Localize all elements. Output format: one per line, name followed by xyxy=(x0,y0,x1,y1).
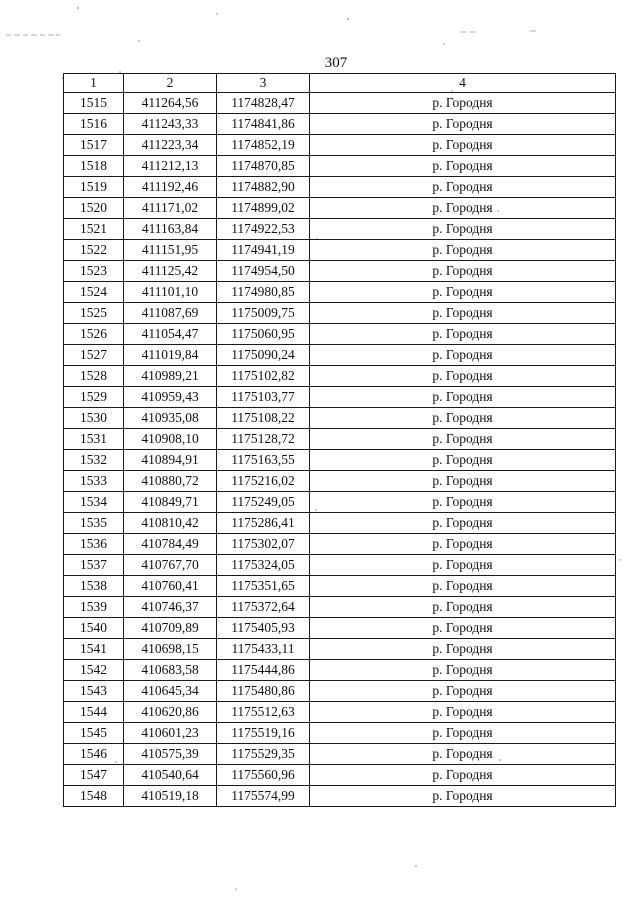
coordinate-x-cell: 411125,42 xyxy=(124,261,217,282)
coordinate-x-cell: 410746,37 xyxy=(124,597,217,618)
point-number-cell: 1529 xyxy=(64,387,124,408)
point-number-cell: 1527 xyxy=(64,345,124,366)
description-cell: р. Городня xyxy=(310,618,616,639)
table-row xyxy=(64,387,616,408)
description-cell: р. Городня xyxy=(310,114,616,135)
coordinate-y-cell: 1175405,93 xyxy=(217,618,310,639)
coordinate-y-cell: 1175102,82 xyxy=(217,366,310,387)
coordinate-y-cell: 1175163,55 xyxy=(217,450,310,471)
coordinates-table xyxy=(63,73,616,807)
table-row xyxy=(64,576,616,597)
description-cell: р. Городня xyxy=(310,324,616,345)
coordinate-y-cell: 1175216,02 xyxy=(217,471,310,492)
point-number-cell: 1525 xyxy=(64,303,124,324)
point-number-cell: 1526 xyxy=(64,324,124,345)
table-row xyxy=(64,534,616,555)
point-number-cell: 1524 xyxy=(64,282,124,303)
coordinate-y-cell: 1175009,75 xyxy=(217,303,310,324)
table-row xyxy=(64,219,616,240)
description-cell: р. Городня xyxy=(310,345,616,366)
point-number-cell: 1543 xyxy=(64,681,124,702)
coordinate-y-cell: 1175090,24 xyxy=(217,345,310,366)
description-cell: р. Городня xyxy=(310,366,616,387)
coordinate-x-cell: 410519,18 xyxy=(124,786,217,807)
description-cell: р. Городня xyxy=(310,513,616,534)
coordinate-x-cell: 410709,89 xyxy=(124,618,217,639)
point-number-cell: 1541 xyxy=(64,639,124,660)
page-number: 307 xyxy=(324,55,348,71)
description-cell: р. Городня xyxy=(310,156,616,177)
table-row xyxy=(64,702,616,723)
coordinate-y-cell: 1175108,22 xyxy=(217,408,310,429)
table-row xyxy=(64,366,616,387)
column-header: 3 xyxy=(217,74,310,93)
point-number-cell: 1520 xyxy=(64,198,124,219)
table-row xyxy=(64,93,616,114)
coordinate-x-cell: 410935,08 xyxy=(124,408,217,429)
table-row xyxy=(64,408,616,429)
column-header: 2 xyxy=(124,74,217,93)
table-row xyxy=(64,324,616,345)
coordinate-x-cell: 411212,13 xyxy=(124,156,217,177)
coordinate-y-cell: 1175444,86 xyxy=(217,660,310,681)
description-cell: р. Городня xyxy=(310,387,616,408)
coordinate-y-cell: 1174852,19 xyxy=(217,135,310,156)
description-cell: р. Городня xyxy=(310,639,616,660)
point-number-cell: 1530 xyxy=(64,408,124,429)
description-cell: р. Городня xyxy=(310,555,616,576)
description-cell: р. Городня xyxy=(310,597,616,618)
point-number-cell: 1532 xyxy=(64,450,124,471)
coordinate-x-cell: 410698,15 xyxy=(124,639,217,660)
table-row xyxy=(64,639,616,660)
coordinate-y-cell: 1174922,53 xyxy=(217,219,310,240)
table-row xyxy=(64,492,616,513)
table-row xyxy=(64,555,616,576)
coordinate-y-cell: 1175560,96 xyxy=(217,765,310,786)
point-number-cell: 1518 xyxy=(64,156,124,177)
description-cell: р. Городня xyxy=(310,744,616,765)
point-number-cell: 1515 xyxy=(64,93,124,114)
description-cell: р. Городня xyxy=(310,93,616,114)
coordinate-y-cell: 1174870,85 xyxy=(217,156,310,177)
table-row xyxy=(64,765,616,786)
coordinate-x-cell: 410575,39 xyxy=(124,744,217,765)
column-header: 1 xyxy=(64,74,124,93)
coordinate-x-cell: 410908,10 xyxy=(124,429,217,450)
coordinate-x-cell: 410760,41 xyxy=(124,576,217,597)
description-cell: р. Городня xyxy=(310,261,616,282)
point-number-cell: 1540 xyxy=(64,618,124,639)
table-row xyxy=(64,618,616,639)
description-cell: р. Городня xyxy=(310,303,616,324)
description-cell: р. Городня xyxy=(310,450,616,471)
coordinate-x-cell: 411264,56 xyxy=(124,93,217,114)
table-row xyxy=(64,198,616,219)
table-body xyxy=(64,93,616,807)
point-number-cell: 1523 xyxy=(64,261,124,282)
point-number-cell: 1544 xyxy=(64,702,124,723)
coordinate-x-cell: 410880,72 xyxy=(124,471,217,492)
description-cell: р. Городня xyxy=(310,660,616,681)
coordinate-x-cell: 410849,71 xyxy=(124,492,217,513)
coordinate-x-cell: 411151,95 xyxy=(124,240,217,261)
coordinate-y-cell: 1175372,64 xyxy=(217,597,310,618)
point-number-cell: 1531 xyxy=(64,429,124,450)
coordinate-x-cell: 410683,58 xyxy=(124,660,217,681)
coordinate-y-cell: 1175519,16 xyxy=(217,723,310,744)
coordinate-x-cell: 410767,70 xyxy=(124,555,217,576)
point-number-cell: 1537 xyxy=(64,555,124,576)
point-number-cell: 1516 xyxy=(64,114,124,135)
coordinate-y-cell: 1175351,65 xyxy=(217,576,310,597)
table-row xyxy=(64,282,616,303)
table-row xyxy=(64,303,616,324)
column-header: 4 xyxy=(310,74,616,93)
table-row xyxy=(64,786,616,807)
table-row xyxy=(64,240,616,261)
coordinate-x-cell: 410894,91 xyxy=(124,450,217,471)
coordinate-y-cell: 1175512,63 xyxy=(217,702,310,723)
table-row xyxy=(64,429,616,450)
description-cell: р. Городня xyxy=(310,282,616,303)
description-cell: р. Городня xyxy=(310,408,616,429)
coordinate-x-cell: 411243,33 xyxy=(124,114,217,135)
coordinate-y-cell: 1174899,02 xyxy=(217,198,310,219)
coordinate-x-cell: 411019,84 xyxy=(124,345,217,366)
coordinate-x-cell: 411171,02 xyxy=(124,198,217,219)
table-row xyxy=(64,177,616,198)
coordinate-y-cell: 1174828,47 xyxy=(217,93,310,114)
point-number-cell: 1533 xyxy=(64,471,124,492)
table-row xyxy=(64,681,616,702)
coordinate-y-cell: 1174841,86 xyxy=(217,114,310,135)
coordinate-x-cell: 411101,10 xyxy=(124,282,217,303)
point-number-cell: 1547 xyxy=(64,765,124,786)
description-cell: р. Городня xyxy=(310,198,616,219)
coordinate-y-cell: 1174882,90 xyxy=(217,177,310,198)
table-header-row xyxy=(64,74,616,93)
coordinate-y-cell: 1175128,72 xyxy=(217,429,310,450)
description-cell: р. Городня xyxy=(310,723,616,744)
description-cell: р. Городня xyxy=(310,786,616,807)
description-cell: р. Городня xyxy=(310,177,616,198)
table-row xyxy=(64,114,616,135)
point-number-cell: 1546 xyxy=(64,744,124,765)
description-cell: р. Городня xyxy=(310,240,616,261)
description-cell: р. Городня xyxy=(310,429,616,450)
table-row xyxy=(64,744,616,765)
point-number-cell: 1528 xyxy=(64,366,124,387)
coordinate-y-cell: 1174954,50 xyxy=(217,261,310,282)
coordinate-x-cell: 410540,64 xyxy=(124,765,217,786)
coordinate-x-cell: 411192,46 xyxy=(124,177,217,198)
coordinate-y-cell: 1175302,07 xyxy=(217,534,310,555)
coordinate-y-cell: 1175060,95 xyxy=(217,324,310,345)
point-number-cell: 1519 xyxy=(64,177,124,198)
coordinate-x-cell: 410784,49 xyxy=(124,534,217,555)
coordinate-y-cell: 1175574,99 xyxy=(217,786,310,807)
table-row xyxy=(64,345,616,366)
description-cell: р. Городня xyxy=(310,471,616,492)
table-row xyxy=(64,450,616,471)
coordinate-y-cell: 1175433,11 xyxy=(217,639,310,660)
point-number-cell: 1545 xyxy=(64,723,124,744)
table-row xyxy=(64,660,616,681)
point-number-cell: 1548 xyxy=(64,786,124,807)
coordinate-y-cell: 1175286,41 xyxy=(217,513,310,534)
coordinate-y-cell: 1175480,86 xyxy=(217,681,310,702)
table-row xyxy=(64,723,616,744)
point-number-cell: 1534 xyxy=(64,492,124,513)
coordinate-x-cell: 410620,86 xyxy=(124,702,217,723)
point-number-cell: 1536 xyxy=(64,534,124,555)
table-row xyxy=(64,513,616,534)
description-cell: р. Городня xyxy=(310,702,616,723)
description-cell: р. Городня xyxy=(310,135,616,156)
table-row xyxy=(64,156,616,177)
description-cell: р. Городня xyxy=(310,576,616,597)
description-cell: р. Городня xyxy=(310,765,616,786)
coordinate-x-cell: 411163,84 xyxy=(124,219,217,240)
coordinate-x-cell: 410810,42 xyxy=(124,513,217,534)
description-cell: р. Городня xyxy=(310,492,616,513)
point-number-cell: 1535 xyxy=(64,513,124,534)
coordinate-x-cell: 410959,43 xyxy=(124,387,217,408)
coordinate-x-cell: 411223,34 xyxy=(124,135,217,156)
coordinate-y-cell: 1175103,77 xyxy=(217,387,310,408)
table-row xyxy=(64,135,616,156)
coordinate-x-cell: 410645,34 xyxy=(124,681,217,702)
point-number-cell: 1517 xyxy=(64,135,124,156)
point-number-cell: 1521 xyxy=(64,219,124,240)
coordinate-y-cell: 1175529,35 xyxy=(217,744,310,765)
point-number-cell: 1539 xyxy=(64,597,124,618)
point-number-cell: 1538 xyxy=(64,576,124,597)
coordinate-x-cell: 411087,69 xyxy=(124,303,217,324)
coordinate-x-cell: 411054,47 xyxy=(124,324,217,345)
description-cell: р. Городня xyxy=(310,681,616,702)
table-row xyxy=(64,471,616,492)
description-cell: р. Городня xyxy=(310,534,616,555)
table-row xyxy=(64,597,616,618)
coordinate-y-cell: 1174980,85 xyxy=(217,282,310,303)
point-number-cell: 1542 xyxy=(64,660,124,681)
point-number-cell: 1522 xyxy=(64,240,124,261)
coordinate-y-cell: 1175324,05 xyxy=(217,555,310,576)
table-row xyxy=(64,261,616,282)
coordinate-y-cell: 1175249,05 xyxy=(217,492,310,513)
coordinate-y-cell: 1174941,19 xyxy=(217,240,310,261)
description-cell: р. Городня xyxy=(310,219,616,240)
coordinate-x-cell: 410989,21 xyxy=(124,366,217,387)
coordinate-x-cell: 410601,23 xyxy=(124,723,217,744)
